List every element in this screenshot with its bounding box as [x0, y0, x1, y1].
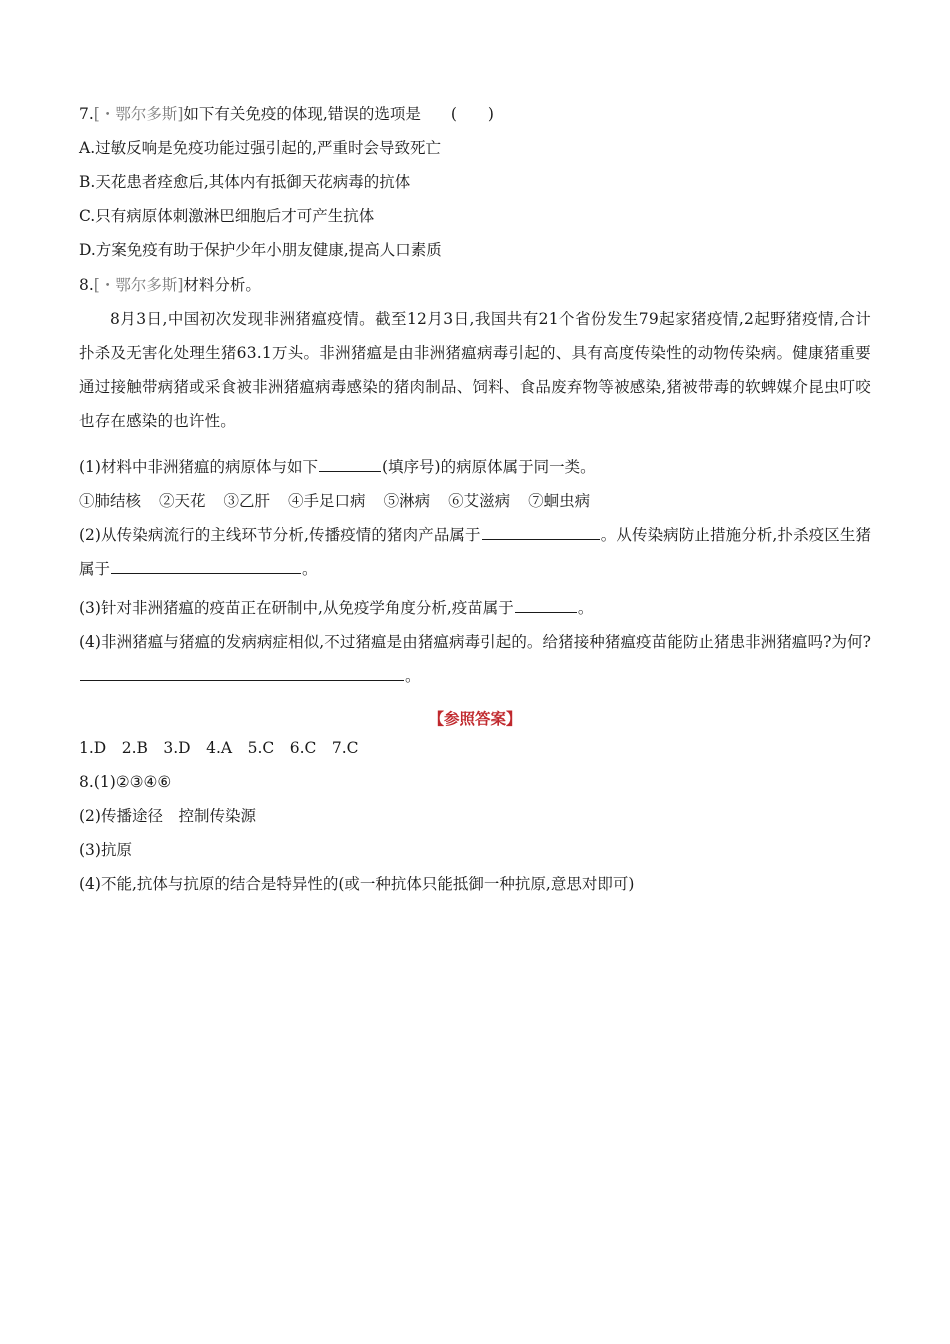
choice-2: ②天花	[159, 492, 206, 510]
choice-4: ④手足口病	[288, 492, 366, 510]
q8-stem: 材料分析。	[183, 276, 261, 294]
answers-line-3: (2)传播途径 控制传染源	[79, 807, 256, 825]
answers-title: 【参照答案】	[428, 709, 522, 728]
q8-stem-line	[79, 275, 261, 295]
q8-sub4	[79, 625, 871, 693]
q7-number: 7.	[79, 105, 94, 123]
q8-sub3-text-b: 。	[577, 599, 594, 617]
q8-number: 8.	[79, 276, 94, 294]
q8-sub4-text-a: (4)非洲猪瘟与猪瘟的发病病症相似,不过猪瘟是由猪瘟病毒引起的。给猪接种猪瘟疫苗能防止猪患非洲猪瘟吗?为何?	[79, 633, 871, 651]
q8-sub2-text-a: (2)从传染病流行的主线环节分析,传播疫情的猪肉产品属于	[79, 526, 481, 544]
q7-option-b: B.天花患者痊愈后,其体内有抵御天花病毒的抗体	[79, 173, 411, 191]
q8-sub1-text-a: (1)材料中非洲猪瘟的病原体与如下	[79, 458, 318, 476]
q8-sub1-blank[interactable]	[319, 457, 381, 472]
choice-3: ③乙肝	[223, 492, 271, 510]
choice-7: ⑦蛔虫病	[528, 492, 591, 510]
q8-sub3	[79, 598, 593, 618]
q8-sub4-blank[interactable]	[80, 666, 404, 681]
q7-stem-line	[79, 104, 494, 124]
answers-line-2: 8.(1)②③④⑥	[79, 773, 172, 791]
q8-sub2-text-c: 。	[302, 560, 318, 578]
q8-material-paragraph: 8月3日,中国初次发现非洲猪瘟疫情。截至12月3日,我国共有21个省份发生79起家猪疫情,2起野猪疫情,合计扑杀及无害化处理生猪63.1万头。非洲猪瘟是由非洲猪瘟病毒引起的、具有高度传染性的动物传染病。健康猪重要通过接触带病猪或采食被非洲猪瘟病毒感染的猪肉制品、饲料、食品废弃物等被感染,猪被带毒的软蜱媒介昆虫叮咬也存在感染的也许性。	[79, 310, 871, 430]
q7-answer-paren: ( )	[450, 105, 494, 123]
answers-line-1: 1.D 2.B 3.D 4.A 5.C 6.C 7.C	[79, 739, 359, 757]
q8-sub2	[79, 518, 871, 586]
q8-sub1-text-b: (填序号)的病原体属于同一类。	[381, 458, 596, 476]
q8-sub3-text-a: (3)针对非洲猪瘟的疫苗正在研制中,从免疫学角度分析,疫苗属于	[79, 599, 514, 617]
q8-source: [・鄂尔多斯]	[93, 276, 184, 294]
q8-sub2-text-b: 。从传染病防止措施分析,扑杀疫区生猪属于	[79, 526, 871, 578]
q8-choices	[79, 491, 608, 511]
q8-sub3-blank[interactable]	[515, 598, 577, 613]
q8-sub2-blank-1[interactable]	[482, 525, 600, 540]
choice-1: ①肺结核	[79, 492, 142, 510]
q7-option-d: D.方案免疫有助于保护少年小朋友健康,提高人口素质	[79, 241, 442, 259]
choice-5: ⑤淋病	[383, 492, 431, 510]
q7-option-c: C.只有病原体刺激淋巴细胞后才可产生抗体	[79, 207, 375, 225]
q7-stem: 如下有关免疫的体现,错误的选项是	[183, 105, 421, 123]
q8-sub2-blank-2[interactable]	[111, 559, 301, 574]
choice-6: ⑥艾滋病	[448, 492, 511, 510]
answers-line-5: (4)不能,抗体与抗原的结合是特异性的(或一种抗体只能抵御一种抗原,意思对即可)	[79, 875, 635, 893]
answers-line-4: (3)抗原	[79, 841, 132, 859]
q8-sub1	[79, 457, 596, 477]
q8-sub4-text-b: 。	[405, 667, 421, 685]
q7-option-a: A.过敏反响是免疫功能过强引起的,严重时会导致死亡	[79, 139, 442, 157]
q7-source: [・鄂尔多斯]	[93, 105, 184, 123]
